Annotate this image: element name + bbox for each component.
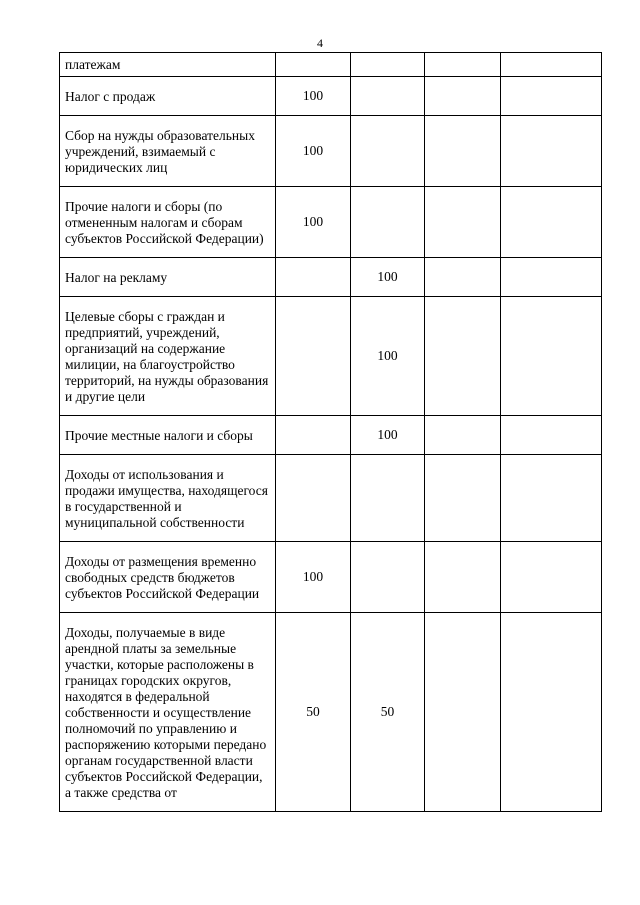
share-cell <box>501 613 602 812</box>
share-cell: 100 <box>276 77 351 116</box>
share-cell <box>276 53 351 77</box>
share-cell <box>425 77 501 116</box>
share-cell <box>276 416 351 455</box>
revenue-name-cell: Прочие налоги и сборы (по отмененным налогам и сборам субъектов Российской Федерации) <box>60 187 276 258</box>
share-cell <box>351 116 425 187</box>
share-cell <box>425 116 501 187</box>
share-cell: 100 <box>276 542 351 613</box>
share-cell <box>425 416 501 455</box>
share-cell <box>501 187 602 258</box>
share-cell <box>351 53 425 77</box>
revenue-name-cell: Налог на рекламу <box>60 258 276 297</box>
table-row <box>60 297 602 416</box>
share-cell: 100 <box>351 258 425 297</box>
share-cell <box>351 77 425 116</box>
revenue-distribution-table <box>59 52 602 812</box>
share-cell: 50 <box>276 613 351 812</box>
share-cell: 50 <box>351 613 425 812</box>
share-cell <box>351 187 425 258</box>
table-row <box>60 613 602 812</box>
share-cell: 100 <box>351 297 425 416</box>
share-cell <box>425 297 501 416</box>
share-cell <box>425 53 501 77</box>
share-cell: 100 <box>351 416 425 455</box>
share-cell <box>425 542 501 613</box>
share-cell: 100 <box>276 187 351 258</box>
revenue-name-cell: Целевые сборы с граждан и предприятий, учреждений, организаций на содержание милиции, на благоустройство территорий, на нужды образования и другие цели <box>60 297 276 416</box>
revenue-name-cell: Налог с продаж <box>60 77 276 116</box>
table-row <box>60 77 602 116</box>
revenue-name-cell: Доходы от использования и продажи имущества, находящегося в государственной и муниципальной собственности <box>60 455 276 542</box>
revenue-name-cell: Сбор на нужды образовательных учреждений, взимаемый с юридических лиц <box>60 116 276 187</box>
share-cell <box>425 455 501 542</box>
share-cell <box>276 258 351 297</box>
share-cell <box>276 455 351 542</box>
share-cell: 100 <box>276 116 351 187</box>
table-row <box>60 416 602 455</box>
table-row <box>60 455 602 542</box>
table-row <box>60 116 602 187</box>
share-cell <box>351 455 425 542</box>
share-cell <box>501 416 602 455</box>
table-row <box>60 258 602 297</box>
share-cell <box>501 258 602 297</box>
share-cell <box>425 187 501 258</box>
revenue-name-cell: Доходы, получаемые в виде арендной платы за земельные участки, которые расположены в границах городских округов, находятся в федеральной собственности и осуществление полномочий по управлению и распоряжению которыми передано органам государственной власти субъектов Российской Федерации, а также средства от <box>60 613 276 812</box>
share-cell <box>351 542 425 613</box>
share-cell <box>501 542 602 613</box>
share-cell <box>276 297 351 416</box>
share-cell <box>501 297 602 416</box>
share-cell <box>425 258 501 297</box>
share-cell <box>501 455 602 542</box>
table-row <box>60 187 602 258</box>
table-row <box>60 542 602 613</box>
revenue-name-cell: платежам <box>60 53 276 77</box>
revenue-name-cell: Прочие местные налоги и сборы <box>60 416 276 455</box>
share-cell <box>425 613 501 812</box>
share-cell <box>501 116 602 187</box>
table-row <box>60 53 602 77</box>
revenue-name-cell: Доходы от размещения временно свободных средств бюджетов субъектов Российской Федерации <box>60 542 276 613</box>
share-cell <box>501 77 602 116</box>
page-number: 4 <box>317 36 323 50</box>
share-cell <box>501 53 602 77</box>
